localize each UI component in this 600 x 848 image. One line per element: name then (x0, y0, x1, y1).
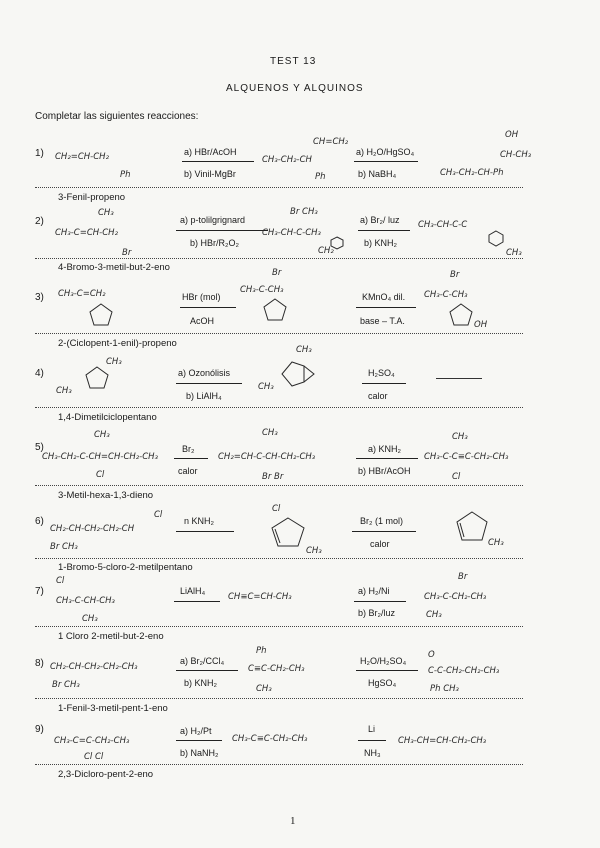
condition-1b: b) HBr/R₂O₂ (190, 238, 239, 248)
answer-blank (436, 378, 482, 379)
condition-2b: base – T.A. (360, 316, 405, 326)
phenyl-ring-icon (488, 230, 504, 248)
test-number: TEST 13 (270, 56, 317, 67)
condition-2b: b) KNH₂ (364, 238, 397, 248)
compound-name: 1-Bromo-5-cloro-2-metilpentano (58, 562, 193, 573)
substituent: Ph (120, 170, 131, 180)
condition-1b: b) KNH₂ (184, 678, 217, 688)
product-top: CH-CH₃ (500, 150, 532, 160)
intermediate-b: CH₃ (306, 546, 322, 556)
starting-material: CH₃-C-CH-CH₃ (56, 596, 115, 606)
condition-2b: b) Br₂/luz (358, 608, 396, 618)
product-top: O (428, 650, 435, 660)
compound-name: 4-Bromo-3-metil-but-2-eno (58, 262, 170, 273)
intermediate: CH₃-C≡C-CH₂-CH₃ (232, 734, 308, 744)
reaction-number: 7) (35, 586, 44, 597)
substituent: Br (122, 248, 132, 258)
product: CH₃-CH-C-C (418, 220, 468, 230)
instructions: Completar las siguientes reacciones: (35, 111, 199, 122)
compound-name: 3-Fenil-propeno (58, 192, 126, 203)
substituent: Br CH₃ (50, 542, 78, 552)
condition-1a: a) HBr/AcOH (184, 147, 237, 157)
reaction-number: 2) (35, 216, 44, 227)
cyclopentadiene-ring-icon (268, 516, 308, 550)
reaction-number: 9) (35, 724, 44, 735)
condition-1b: b) LiAlH₄ (186, 391, 222, 401)
intermediate: CH₃-CH₂-CH (262, 155, 312, 165)
cyclopentene-ring-icon (88, 303, 114, 327)
product: C-C-CH₂-CH₂-CH₃ (428, 666, 500, 676)
condition-2b: b) NaBH₄ (358, 169, 397, 179)
product-top: CH₃ (452, 432, 468, 442)
condition-1a: HBr (mol) (182, 292, 221, 302)
starting-material: CH₃-C=CH-CH₂ (55, 228, 118, 238)
condition-2b: NH₃ (364, 748, 381, 758)
intermediate: C≡C-CH₂-CH₃ (248, 664, 305, 674)
condition-2b: calor (370, 539, 390, 549)
substituent: Cl Cl (84, 752, 104, 762)
product: CH₃-CH=CH-CH₂-CH₃ (398, 736, 487, 746)
compound-name: 2-(Ciclopent-1-enil)-propeno (58, 338, 177, 349)
condition-2b: b) HBr/AcOH (358, 466, 411, 476)
intermediate-b: CH₃ (258, 382, 274, 392)
product: CH₃-CH₂-CH-Ph (440, 168, 504, 178)
starting-material: CH₂-CH-CH₂-CH₂-CH₃ (50, 662, 138, 672)
reaction-number: 8) (35, 658, 44, 669)
condition-2b: HgSO₄ (368, 678, 397, 688)
compound-name: 2,3-Dicloro-pent-2-eno (58, 769, 154, 780)
compound-name: 1 Cloro 2-metil-but-2-eno (58, 631, 164, 642)
condition-2a: Br₂ (1 mol) (360, 516, 403, 526)
intermediate: CH₂=CH-C-CH-CH₂-CH₃ (218, 452, 316, 462)
condition-2b: calor (368, 391, 388, 401)
intermediate-sub: CH₃ (256, 684, 272, 694)
substituent-a: CH₃ (106, 357, 122, 367)
reaction-number: 1) (35, 148, 44, 159)
cyclopentene-ring-icon (454, 510, 490, 544)
intermediate-top: Br (272, 268, 282, 278)
intermediate: CH₃-CH-C-CH₃ (262, 228, 321, 238)
condition-1a: a) Br₂/CCl₄ (180, 656, 225, 666)
reaction-number: 4) (35, 368, 44, 379)
product: CH₃-C-CH₃ (424, 290, 468, 300)
condition-1b: b) Vinil-MgBr (184, 169, 236, 179)
cyclopentane-ring-icon (448, 303, 474, 327)
condition-1b: b) NaNH₂ (180, 748, 219, 758)
product-top: Br (458, 572, 468, 582)
condition-2a: a) Br₂/ luz (360, 215, 400, 225)
cyclopentene-ring-icon (262, 298, 288, 322)
condition-1a: a) p-tolilgrignard (180, 215, 246, 225)
substituent-top: CH₃ (98, 208, 114, 218)
test-topic: ALQUENOS Y ALQUINOS (226, 83, 364, 94)
compound-name: 1-Fenil-3-metil-pent-1-eno (58, 703, 168, 714)
condition-1a: a) H₂/Pt (180, 726, 212, 736)
bicyclic-epoxide-icon (274, 356, 318, 392)
product-sub: Ph CH₃ (430, 684, 459, 694)
condition-1a: Br₂ (182, 444, 195, 454)
starting-material: CH₂=CH-CH₂ (55, 152, 109, 162)
phenyl-ring-icon (330, 236, 344, 250)
substituent-top: Cl (56, 576, 65, 586)
product-top: Br (450, 270, 460, 280)
intermediate-sub: Br Br (262, 472, 284, 482)
condition-1a: LiAlH₄ (180, 586, 206, 596)
intermediate-top: Ph (256, 646, 267, 656)
intermediate: CH≡C=CH-CH₃ (228, 592, 292, 602)
intermediate-top: CH=CH₂ (313, 137, 349, 147)
product-sub: Cl (452, 472, 461, 482)
product-sub: CH₃ (426, 610, 442, 620)
condition-2a: Li (368, 724, 376, 734)
reaction-number: 6) (35, 516, 44, 527)
condition-2a: KMnO₄ dil. (362, 292, 406, 302)
intermediate: CH₃-C-CH₃ (240, 285, 284, 295)
reaction-number: 5) (35, 442, 44, 453)
substituent-b: CH₃ (56, 386, 72, 396)
intermediate-top: CH₃ (262, 428, 278, 438)
product-sub: CH₃ (506, 248, 522, 258)
condition-2a: H₂O/H₂SO₄ (360, 656, 407, 666)
substituent: Br CH₃ (52, 680, 80, 690)
substituent-top: Cl (154, 510, 163, 520)
starting-material: CH₃-C=CH₂ (58, 289, 106, 299)
compound-name: 3-Metil-hexa-1,3-dieno (58, 490, 154, 501)
starting-material: CH₃-C=C-CH₂-CH₃ (54, 736, 130, 746)
substituent: Cl (96, 470, 105, 480)
condition-1a: n KNH₂ (184, 516, 215, 526)
cyclopentene-ring-icon (84, 366, 110, 390)
product: CH₃-C-CH₂-CH₃ (424, 592, 487, 602)
product-sub: OH (474, 320, 488, 330)
intermediate-top: Cl (272, 504, 281, 514)
intermediate-sub: Ph (315, 172, 326, 182)
intermediate-a: CH₃ (296, 345, 312, 355)
product-top2: OH (505, 130, 519, 140)
condition-1a: a) Ozonólisis (178, 368, 231, 378)
condition-2a: a) KNH₂ (368, 444, 401, 454)
condition-2a: a) H₂O/HgSO₄ (356, 147, 415, 157)
compound-name: 1,4-Dimetilciclopentano (58, 412, 157, 423)
intermediate-top: Br CH₃ (290, 207, 318, 217)
product-b: CH₃ (488, 538, 504, 548)
condition-2a: a) H₂/Ni (358, 586, 390, 596)
starting-material: CH₃-CH₂-C-CH=CH-CH₂-CH₃ (42, 452, 158, 462)
condition-1b: AcOH (190, 316, 215, 326)
substituent-top: CH₃ (94, 430, 110, 440)
reaction-number: 3) (35, 292, 44, 303)
substituent: CH₃ (82, 614, 98, 624)
product: CH₃-C-C≡C-CH₂-CH₃ (424, 452, 509, 462)
page-number: 1 (290, 815, 296, 827)
condition-2a: H₂SO₄ (368, 368, 395, 378)
intermediate-sub: CH₂ (318, 246, 334, 256)
condition-1b: calor (178, 466, 198, 476)
starting-material: CH₂-CH-CH₂-CH₂-CH (50, 524, 135, 534)
